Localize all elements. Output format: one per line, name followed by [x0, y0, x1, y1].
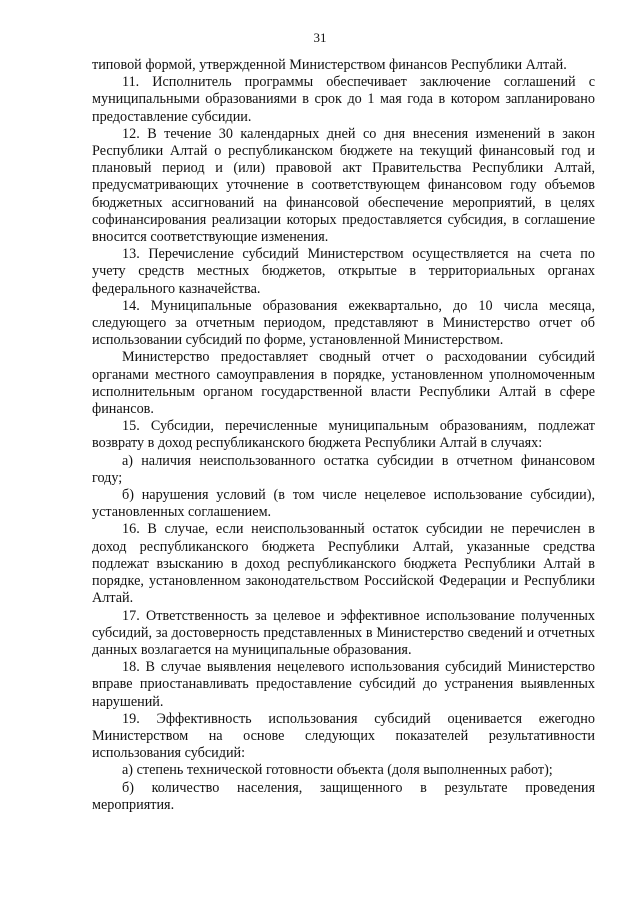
paragraph-item-14: 14. Муниципальные образования ежеквартально, до 10 числа месяца, следующего за отчетным периодом, представляют в Министерство отчет об использовании субсидий по форме, установленной Министерством. — [92, 297, 595, 349]
paragraph-item-19-a: а) степень технической готовности объекта (доля выполненных работ); — [122, 762, 553, 779]
paragraph-item-15-b: б) нарушения условий (в том числе нецелевое использование субсидии), установленных соглашением. — [92, 487, 595, 521]
paragraph-item-11: 11. Исполнитель программы обеспечивает заключение соглашений с муниципальными образованиями в срок до 1 мая года в котором запланировано предоставление субсидии. — [92, 74, 595, 125]
paragraph-item-19-b: б) количество населения, защищенного в результате проведения мероприятия. — [92, 779, 595, 813]
paragraph-item-15-a: а) наличия неиспользованного остатка субсидии в отчетном финансовом году; — [92, 452, 595, 486]
paragraph-item-17: 17. Ответственность за целевое и эффективное использование полученных субсидий, за достоверность представленных в Министерство сведений и отчетных данных возлагается на муниципальные образования. — [92, 607, 595, 658]
page-number: 31 — [313, 30, 327, 45]
paragraph-item-12: 12. В течение 30 календарных дней со дня внесения изменений в закон Республики Алтай о республиканском бюджете на текущий финансовый год и плановый период и (или) правовой акт Правительства Республики Алтай, предусматривающих уточнение в соответствующем финансовом году объемов бюджетных ассигнований на финансовой обеспечение мероприятий, в целях софинансирования реализации которых предоставляется субсидия, в соглашение вносится соответствующие изменения. — [92, 125, 595, 246]
paragraph-item-16: 16. В случае, если неиспользованный остаток субсидии не перечислен в доход республиканского бюджета Республики Алтай, указанные средства подлежат взысканию в доход республиканского бюджета Республики Алтай в порядке, установленном законодательством Российской Федерации и Республики Алтай. — [92, 521, 595, 607]
paragraph-item-15: 15. Субсидии, перечисленные муниципальным образованиям, подлежат возврату в доход республиканского бюджета Республики Алтай в случаях: — [92, 418, 595, 452]
paragraph-item-18: 18. В случае выявления нецелевого использования субсидий Министерство вправе приостанавливать предоставление субсидий до устранения выявленных нарушений. — [92, 659, 595, 710]
paragraph-item-13: 13. Перечисление субсидий Министерством осуществляется на счета по учету средств местных бюджетов, открытые в территориальных органах федерального казначейства. — [92, 246, 595, 297]
paragraph-item-19: 19. Эффективность использования субсидий оценивается ежегодно Министерством на основе следующих показателей результативности использования субсидий: — [92, 710, 595, 762]
document-body — [92, 57, 595, 814]
paragraph-item-14-report: Министерство предоставляет сводный отчет о расходовании субсидий органами местного самоуправления в порядке, установленном уполномоченным исполнительным органом государственной власти Республики Алтай в сфере финансов. — [92, 349, 595, 418]
paragraph-continuation: типовой формой, утвержденной Министерством финансов Республики Алтай. — [92, 57, 567, 73]
